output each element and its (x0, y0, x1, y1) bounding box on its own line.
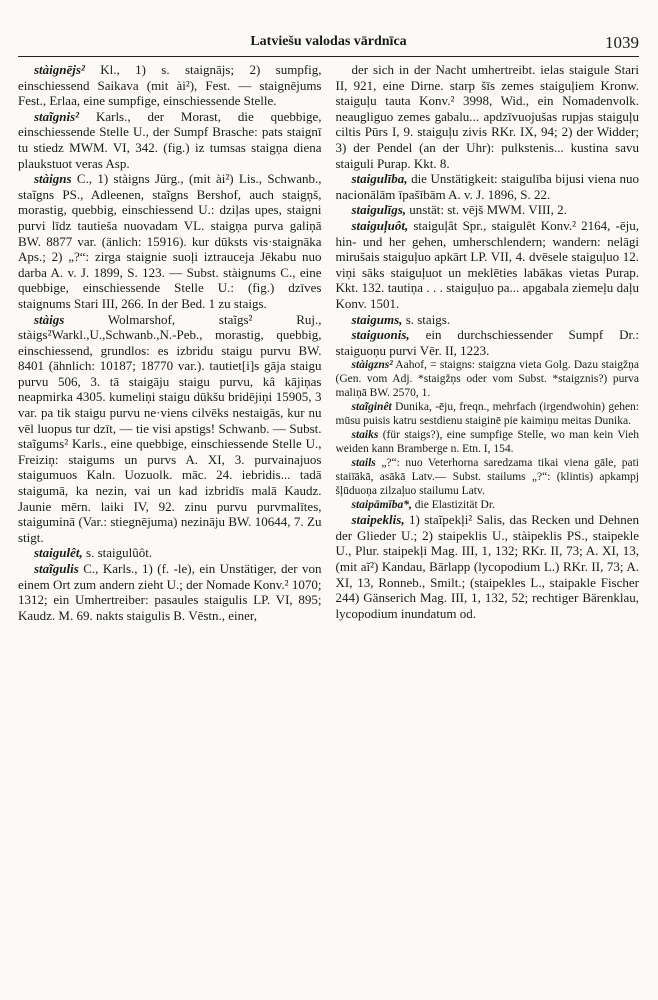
entry-text: s. staigs. (405, 311, 451, 327)
dictionary-entry (336, 327, 640, 358)
entry-headword: staigulīgs, (351, 202, 407, 218)
entry-text: Dunika, -ēju, freqn., mehrfach (irgendwohin) gehen: mūsu puisis katru sestdienu staiginē pie kaimiņu meitas Dunika. (335, 401, 639, 428)
dictionary-entry (18, 62, 322, 109)
dictionary-entry (18, 545, 322, 561)
entry-headword: staĩgulis (34, 561, 79, 576)
entry-text: Wolmarshof, staĩgs² Ruj., stàigs²Warkl.,U.,Schwanb.,N.-Peb., morastig, quebbig, einschiessend, grundlos: es izbridu staigu purvu BW. 8401 (ähnlich: 10187; 18770 var.). tautiet[i]s gāja staigu purvu 506, 3. tā staigāju staigu purvu, kâ kājiņas neapmirka 4305. kumeliņi staigu dūkšu bridējiņi 15905, 3 var. pa tik staigu purvu ne·viens cilvēks nestaigās, kur nu vēl luopus tur dzīt, — tie visi apstigs! Schwanb. — Subst. staĩgums² Karls., eine quebbige, einschiessende Stelle U., Freiziņ: staigums un purvs A. XI, 3. purvainajuos staigumuos Kaln. Uozuolk. māc. 24. iebridis... tadā staigumā, ka nezin, vai un kad izbridīs malā Kaudz. Jaunie mērn. laiki IV, 92. zinu purvu purvmalītes, staiguminā (Var.: stiegnējuma) nezināju BW. 10644, 7. Zu stigt. (18, 311, 322, 545)
text-columns (18, 62, 639, 992)
header-rule (18, 56, 639, 57)
dictionary-entry (336, 400, 640, 428)
dictionary-entry (336, 498, 640, 512)
page-number: 1039 (605, 33, 639, 52)
dictionary-entry (18, 109, 322, 171)
entry-headword: staipeklis, (351, 512, 405, 528)
entry-text: die Unstätigkeit: staigulība bijusi viena nuo nacionālām īpašībām A. v. J. 1896, S. 22. (335, 171, 639, 202)
dictionary-entry (336, 171, 640, 202)
entry-text: „?“: nuo Veterhorna saredzama tikai viena gāle, pati staiīākā, asākā Latv.— Subst. stailums „?“: (klintis) apkampj šļūduoņa zilzaļuo stailumu Latv. (335, 457, 639, 498)
dictionary-entry (336, 428, 640, 456)
entry-headword: staiguonis, (351, 327, 410, 343)
entry-headword: stàigzns² (351, 359, 393, 372)
entry-headword: stàigs (34, 311, 65, 327)
entry-headword: staigums, (351, 311, 403, 327)
entry-text: ein durchschiessender Sumpf Dr.: staiguoņu purvi Vēr. II, 1223. (335, 327, 639, 358)
entry-text: staiguļât Spr., staigulêt Konv.² 2164, -ēju, hin- und her gehen, umherschlendern; wandern: nelāgi mirušais staiguļuo apkārt LP. VII, 4. dvēsele staiguļuo 12. viņi sāks staiguļuot un meklēties labākas vietas Purap. Kkt. 132. tautiņa . . . staiguļuo pa... apgabala ziemeļu daļu Konv. 1501. (335, 217, 639, 311)
entry-text: 1) staĩpekļi² Salis, das Recken und Dehnen der Glieder U.; 2) staipeklis U., stàipeklis PS., staipekle U., Plur. staipekļi Mag. III, 1, 132; RKr. II, 73; A. XI, 13, (mit aĩ²) Kandau, Bārlapp (lycopodium L.) RKr. II, 73; A. XI, 13, Ronneb., Smilt.; (staipekles L., staipakle Fischer 244) Gänserich Mag. III, 1, 132, 52; rechtiger Bärenklau, lycopodium inundatum od. (335, 512, 639, 621)
dictionary-entry (336, 456, 640, 498)
dictionary-entry (18, 312, 322, 546)
left-column (18, 62, 322, 992)
entry-headword: staĩginêt (351, 401, 392, 414)
entry-headword: staigulība, (351, 171, 408, 187)
running-title: Latviešu valodas vārdnīca (250, 34, 407, 49)
entry-text: s. staigulûôt. (86, 545, 153, 561)
entry-headword: stàignējs² (34, 62, 85, 77)
entry-text: Kl., 1) s. staignājs; 2) sumpfig, einschiessend Saikava (mit ài²), Fest. — staignējums Fest., Erlaa, eine sumpfige, einschiessende Stelle. (18, 62, 322, 109)
dictionary-entry (18, 171, 322, 311)
entry-text: C., Karls., 1) (f. -le), ein Unstätiger, der von einem Ort zum andern zieht U.; der Nomade Konv.² 1070; 1312; ein Umhertreiber: pasaules staigulis LP. VI, 895; Kaudz. M. 69. nakts staigulis B. Vēstn., einer, (18, 561, 322, 623)
dictionary-entry (336, 312, 640, 328)
entry-headword: staĩgnis² (34, 108, 80, 124)
entry-headword: staigulêt, (34, 545, 83, 561)
dictionary-entry (336, 358, 640, 400)
entry-text: (für staigs?), eine sumpfige Stelle, wo man kein Vieh weiden kann Bramberge n. Etn. I, 154. (335, 429, 639, 456)
entry-headword: staiks (351, 429, 379, 442)
entry-headword: stàigns (34, 171, 72, 187)
dictionary-entry (336, 202, 640, 218)
entry-text: Aahof, = staigns: staigzna vieta Golg. Dazu staigžņa (Gen. vom Adj. *staigžņs oder vom Subst. *staigznis?) purva maliņā BW. 2570, 1. (335, 359, 639, 400)
page-header (18, 34, 639, 52)
entry-text: unstät: st. vējš MWM. VIII, 2. (409, 202, 567, 218)
entry-text: C., 1) stàigns Jürg., (mit ài²) Lis., Schwanb., staĩgns PS., Adleenen, staĩgns Bershof, auch staigņš, morastig, quebbig, einschiessend U.: dziļas upes, staigni purvi līdz tautieša nuovadam VL. staigņa purva galiņā BW. 8877 var. (änlich: 15916). kur dūksts vis·staignāka Aps.; 2) „?“: zirga staignie suoļi iztrauceja Jēkabu nuo darba A. v. J. 1899, S. 123. — Subst. stàignums C., eine quebbige, einschiessende Stelle U.: (fig.) dzīves staignums Stari III, 266. In der Bed. 1 zu staigs. (18, 171, 322, 311)
entry-headword: staiguļuôt, (351, 217, 409, 233)
entry-headword: staipāmība*, (351, 499, 412, 512)
entry-headword: stails (351, 457, 376, 470)
entry-text: der sich in der Nacht umhertreibt. ielas staigule Stari II, 921, eine Dirne. starp šīs zemes staiguļiem Kronw. staiguļu tauta Konv.² 3998, Wid., ein Nomadenvolk. neaugliguo zemes gabalu... apdzīvuojušas rupjas staiguļu ciltis Pūrs I, 9. staiguļu zivis RKr. IX, 94; 2) der Widder; 3) der Pendel (an der Uhr): pulkstenis... kustina savu staiguli Purap. Kkt. 8. (335, 62, 639, 171)
right-column (336, 62, 640, 992)
entry-text: die Elastizität Dr. (414, 499, 495, 512)
dictionary-entry (336, 62, 640, 171)
dictionary-entry (336, 512, 640, 621)
dictionary-entry (18, 561, 322, 623)
dictionary-entry (336, 218, 640, 312)
entry-text: Karls., der Morast, die quebbige, einschiessende Stelle U., der Sumpf Brasche: pats staignī tu stiedz MWM. VI, 342. (fig.) iz tumsas staigņa diena plaukstuot veras Asp. (18, 108, 322, 171)
